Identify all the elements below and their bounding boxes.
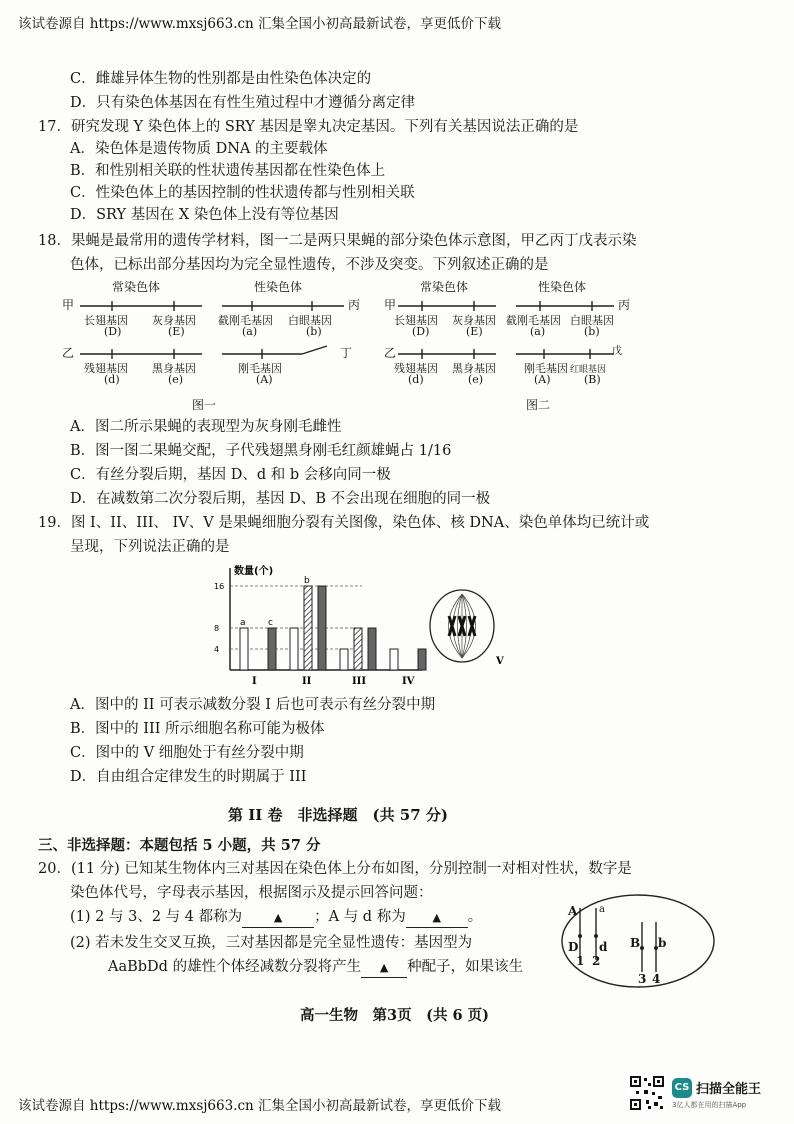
gene-label-A: A (568, 904, 578, 918)
figure-one (62, 276, 362, 416)
bar-a-III (340, 649, 348, 670)
fig1-caption: 图一 (192, 398, 217, 412)
q19-bar-chart-svg (212, 562, 512, 690)
figure-one-lines (62, 276, 362, 416)
q17-option-c: C．性染色体上的基因控制的性状遗传都与性别相关联 (70, 185, 415, 201)
series-label-b: b (304, 576, 310, 586)
q20-cell-diagram (558, 892, 718, 990)
q19-option-d: D．自由组合定律发生的时期属于 III (70, 769, 307, 785)
q19-stem-line1: 19．图 I、II、III、 IV、V 是果蝇细胞分裂有关图像，染色体、核 DNA、染色单体均已统计或 (38, 515, 650, 531)
fig2-caption: 图二 (526, 398, 551, 412)
q17-stem: 17．研究发现 Y 染色体上的 SRY 基因是睾丸决定基因。下列有关基因说法正确的是 (38, 119, 579, 135)
section-two-title: 第 II 卷 非选择题 (共 57 分) (228, 806, 448, 824)
bar-c-III (368, 628, 376, 670)
cell-v-label: V (496, 656, 504, 667)
fig2-gene-white-eye-symbol: (b) (584, 325, 600, 338)
q18-stem-line1: 18．果蝇是最常用的遗传学材料，图一二是两只果蝇的部分染色体示意图，甲乙丙丁戊表示染 (38, 233, 637, 249)
gene-label-B: B (630, 936, 641, 950)
q20-part1-text-b: ；A 与 d 称为 (314, 909, 406, 925)
y-tick-label: 8 (214, 624, 220, 633)
figure-two-lines (384, 276, 644, 416)
fig2-gene-white-eye: 白眼基因 (570, 314, 614, 327)
bar-c-IV (418, 649, 426, 670)
fig2-chromosome-yi: 乙 (384, 346, 397, 360)
x-tick-label: II (302, 676, 312, 687)
fig2-gene-red-eye-symbol: (B) (584, 373, 601, 386)
fig1-gene-gray-body-symbol: (E) (168, 325, 185, 338)
fig2-gene-vestigial-wing: 残翅基因 (394, 362, 438, 375)
q18-option-d: D．在减数第二次分裂后期，基因 D、B 不会出现在细胞的同一极 (70, 491, 491, 507)
gene-label-b: b (658, 936, 667, 950)
fig1-gene-black-body: 黑身基因 (152, 362, 196, 375)
fig1-autosome-label: 常染色体 (112, 280, 161, 294)
y-tick-label: 16 (214, 582, 225, 591)
footer-source-notice: 该试卷源自 https://www.mxsj663.cn 汇集全国小初高最新试卷，享更低价下载 (18, 1098, 502, 1114)
fig2-gene-gray-body: 灰身基因 (452, 314, 496, 327)
fig2-chromosome-jia: 甲 (384, 298, 397, 312)
q16-option-d: D．只有染色体基因在有性生殖过程中才遵循分离定律 (70, 95, 416, 111)
q20-stem-line2: 染色体代号，字母表示基因，根据图示及提示回答问题： (70, 885, 433, 901)
camscanner-app-name: 扫描全能王 (696, 1082, 762, 1097)
q17-option-a: A．染色体是遗传物质 DNA 的主要载体 (70, 141, 328, 157)
bar-a-IV (390, 649, 398, 670)
fig2-gene-long-wing-symbol: (D) (412, 325, 430, 338)
fig1-gene-white-eye: 白眼基因 (288, 314, 332, 327)
blank-marker-triangle: ▲ (379, 961, 389, 974)
q20-part2-blank[interactable] (361, 958, 407, 978)
fig1-chromosome-bing: 丙 (348, 298, 361, 312)
q19-option-a: A．图中的 II 可表示减数分裂 I 后也可表示有丝分裂中期 (70, 697, 436, 713)
header-source-notice: 该试卷源自 https://www.mxsj663.cn 汇集全国小初高最新试卷，享更低价下载 (18, 16, 502, 32)
q20-part1-blank-1[interactable] (242, 908, 314, 928)
y-tick-label: 4 (214, 645, 220, 654)
fig1-gene-gray-body: 灰身基因 (152, 314, 196, 327)
x-tick-label: III (352, 676, 367, 687)
q18-stem-line2: 色体，已标出部分基因均为完全显性遗传，不涉及突变。下列叙述正确的是 (70, 257, 549, 273)
fig2-gene-bristle-symbol: (A) (534, 373, 551, 386)
fig1-gene-vestigial-wing: 残翅基因 (84, 362, 128, 375)
series-label-c: c (268, 618, 273, 628)
bar-a-I (240, 628, 248, 670)
fig2-chromosome-wu: 戊 (612, 346, 622, 357)
fig2-gene-black-body: 黑身基因 (452, 362, 496, 375)
scanner-watermark (628, 1072, 786, 1114)
chromosome-number-3: 3 (638, 972, 647, 986)
fig1-sex-chromosome-label: 性染色体 (254, 280, 303, 294)
q19-stem-line2: 呈现，下列说法正确的是 (70, 539, 230, 555)
fig1-gene-bristle-symbol: (A) (256, 373, 273, 386)
q18-option-a: A．图二所示果蝇的表现型为灰身刚毛雌性 (70, 419, 342, 435)
fig2-gene-cut-bristle: 截刚毛基因 (506, 314, 561, 327)
fig2-chromosome-bing: 丙 (618, 298, 631, 312)
q20-part2-text-c: 种配子，如果该生 (407, 959, 524, 975)
q20-part1-blank-2[interactable] (406, 908, 468, 928)
bar-b-III (354, 628, 362, 670)
bar-c-II (318, 586, 326, 670)
bar-c-I (268, 628, 276, 670)
q16-option-c: C．雌雄异体生物的性别都是由性染色体决定的 (70, 71, 372, 87)
fig2-gene-long-wing: 长翅基因 (394, 314, 438, 327)
blank-marker-triangle: ▲ (432, 911, 441, 924)
y-axis-label: 数量(个) (234, 566, 274, 577)
fig2-gene-gray-body-symbol: (E) (466, 325, 483, 338)
fig2-gene-red-eye: 红眼基因 (570, 365, 607, 375)
fig1-gene-bristle: 刚毛基因 (238, 362, 282, 375)
gene-label-a: a (599, 904, 605, 915)
q20-stem-line1: 20．(11 分) 已知某生物体内三对基因在染色体上分布如图，分别控制一对相对性状，数字是 (38, 861, 632, 877)
fig2-gene-cut-bristle-symbol: (a) (530, 325, 546, 338)
x-tick-label: IV (402, 676, 415, 687)
q20-part2-line1: (2) 若未发生交叉互换，三对基因都是完全显性遗传：基因型为 (70, 935, 473, 951)
fig1-gene-long-wing: 长翅基因 (84, 314, 128, 327)
fig2-gene-bristle: 刚毛基因 (524, 362, 568, 375)
q20-part1: (1) 2 与 3、2 与 4 都称为 ▲ ；A 与 d 称为 ▲ 。 (70, 908, 482, 928)
fig1-gene-cut-bristle: 截刚毛基因 (218, 314, 273, 327)
part-three-heading: 三、非选择题：本题包括 5 小题，共 57 分 (38, 837, 321, 854)
blank-marker-triangle: ▲ (273, 911, 283, 924)
series-label-a: a (240, 618, 246, 628)
gene-label-d: d (599, 940, 608, 954)
q18-option-c: C．有丝分裂后期，基因 D、d 和 b 会移向同一极 (70, 467, 391, 483)
x-tick-label: I (252, 676, 257, 687)
bar-a-II (290, 628, 298, 670)
fig2-autosome-label: 常染色体 (420, 280, 469, 294)
q19-bar-chart (212, 562, 512, 690)
q20-part1-text-a: (1) 2 与 3、2 与 4 都称为 (70, 909, 243, 925)
fig1-chromosome-ding: 丁 (340, 346, 353, 360)
fig1-chromosome-yi: 乙 (62, 346, 75, 360)
chromosome (469, 616, 475, 636)
fig1-gene-long-wing-symbol: (D) (104, 325, 122, 338)
chromosome (449, 616, 455, 636)
camscanner-logo-badge: CS (672, 1078, 692, 1098)
fig1-gene-cut-bristle-symbol: (a) (242, 325, 258, 338)
q20-part2-text-b: AaBbDd 的雄性个体经减数分裂将产生 (108, 959, 362, 975)
q19-option-b: B．图中的 III 所示细胞名称可能为极体 (70, 721, 325, 737)
figure-two (384, 276, 644, 416)
fig1-chromosome-jia: 甲 (62, 298, 75, 312)
fig1-gene-black-body-symbol: (e) (168, 373, 184, 386)
q18-option-b: B．图一图二果蝇交配，子代残翅黑身刚毛红颜雄蝇占 1/16 (70, 443, 452, 459)
q17-option-b: B．和性别相关联的性状遗传基因都在性染色体上 (70, 163, 386, 179)
fig1-gene-white-eye-symbol: (b) (306, 325, 322, 338)
page-number-footer: 高一生物 第3页 (共 6 页) (300, 1007, 489, 1024)
fig2-gene-black-body-symbol: (e) (468, 373, 484, 386)
gene-label-D: D (568, 940, 579, 954)
chromosome-number-4: 4 (652, 972, 661, 986)
bar-b-II (304, 586, 312, 670)
fig2-gene-vestigial-wing-symbol: (d) (408, 373, 424, 386)
fig1-gene-vestigial-wing-symbol: (d) (104, 373, 120, 386)
chromosome-number-2: 2 (592, 954, 601, 968)
qr-code-icon (628, 1074, 666, 1112)
q17-option-d: D．SRY 基因在 X 染色体上没有等位基因 (70, 207, 339, 223)
chromosome-number-1: 1 (576, 954, 585, 968)
q19-option-c: C．图中的 V 细胞处于有丝分裂中期 (70, 745, 304, 761)
fig2-sex-chromosome-label: 性染色体 (538, 280, 587, 294)
camscanner-tagline: 3亿人都在用的扫描App (672, 1101, 747, 1109)
q20-part2-line2 (108, 958, 523, 978)
